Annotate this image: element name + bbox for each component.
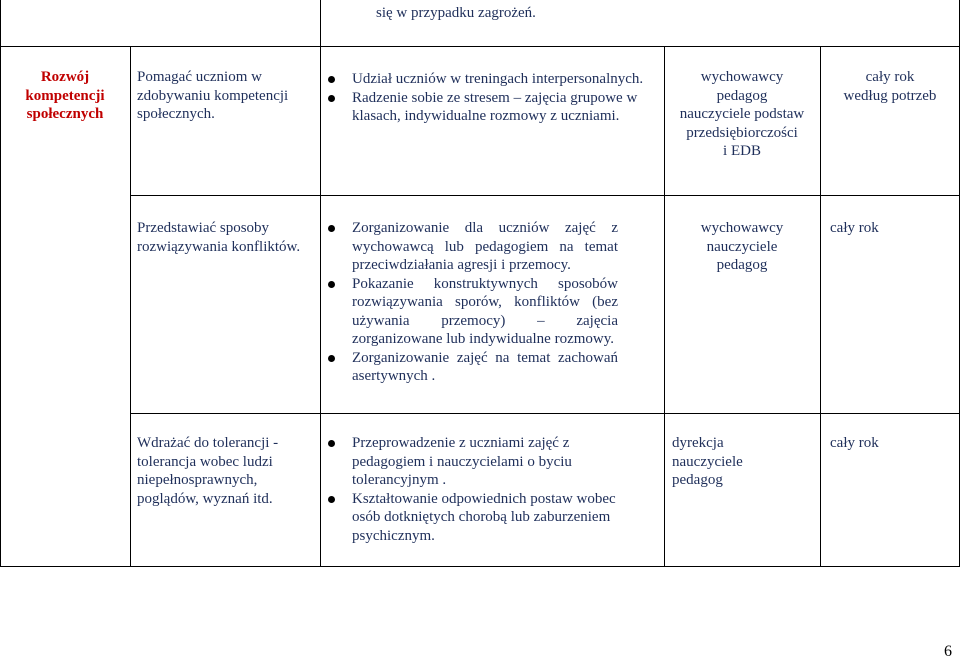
row-2-responsible [664, 219, 820, 275]
grid-line [0, 566, 960, 567]
task-item: Pokazanie konstruktywnych sposobów rozwiązywania sporów, konfliktów (bez używania przemocy) – zajęcia zorganizowane lub indywidualne rozmowy. [328, 275, 618, 349]
row-2-tasks [328, 219, 618, 386]
row-1-responsible [664, 68, 820, 161]
responsible-item: nauczyciele [672, 453, 743, 470]
responsible-item: i EDB [723, 143, 761, 159]
row-3-timeline [830, 434, 958, 453]
responsible-item: pedagog [716, 257, 768, 273]
grid-line [820, 46, 821, 567]
task-item: Udział uczniów w treningach interpersonalnych. [328, 70, 644, 89]
timeline-item: cały rok [865, 69, 915, 85]
row-3-goal: Wdrażać do tolerancji - tolerancja wobec ludzi niepełnosprawnych, poglądów, wyznań itd. [137, 435, 279, 507]
grid-line [130, 413, 960, 414]
responsible-item: dyrekcja [672, 435, 724, 451]
responsible-item: przedsiębiorczości [686, 124, 798, 141]
row-2-timeline [830, 219, 958, 238]
row-2-goal: Przedstawiać sposoby rozwiązywania konfliktów. [137, 220, 301, 255]
grid-line [130, 195, 960, 196]
task-item: Radzenie sobie ze stresem – zajęcia grupowe w klasach, indywidualne rozmowy z uczniami. [328, 89, 644, 126]
grid-line [0, 46, 960, 47]
task-item: Przeprowadzenie z uczniami zajęć z pedagogiem i nauczycielami o byciu tolerancyjnym . [328, 434, 642, 490]
row-3-tasks [328, 434, 642, 545]
grid-line [320, 0, 321, 567]
row-1-timeline [820, 68, 960, 105]
responsible-item: wychowawcy [700, 220, 784, 236]
continuation-text: się w przypadku zagrożeń. [376, 5, 536, 21]
page-number: 6 [944, 643, 952, 660]
timeline-item: cały rok [830, 435, 879, 451]
row-3-responsible [672, 434, 818, 490]
responsible-item: wychowawcy [700, 69, 784, 85]
task-item: Zorganizowanie zajęć na temat zachowań asertywnych . [328, 349, 618, 386]
responsible-item: nauczyciele podstaw [679, 106, 805, 122]
timeline-item: cały rok [830, 220, 879, 236]
responsible-item: pedagog [716, 87, 768, 104]
timeline-item: według potrzeb [843, 87, 937, 104]
grid-line [0, 0, 1, 567]
task-item: Kształtowanie odpowiednich postaw wobec osób dotkniętych chorobą lub zaburzeniem psychicznym. [328, 490, 642, 546]
row-1-tasks [328, 70, 644, 126]
row-1-goal: Pomagać uczniom w zdobywaniu kompetencji społecznych. [137, 69, 289, 122]
task-item: Zorganizowanie dla uczniów zajęć z wychowawcą lub pedagogiem na temat przeciwdziałania agresji i przemocy. [328, 219, 618, 275]
section-title: Rozwój kompetencji społecznych [25, 69, 105, 122]
responsible-item: pedagog [672, 472, 723, 488]
grid-line [130, 46, 131, 567]
responsible-item: nauczyciele [706, 238, 778, 255]
